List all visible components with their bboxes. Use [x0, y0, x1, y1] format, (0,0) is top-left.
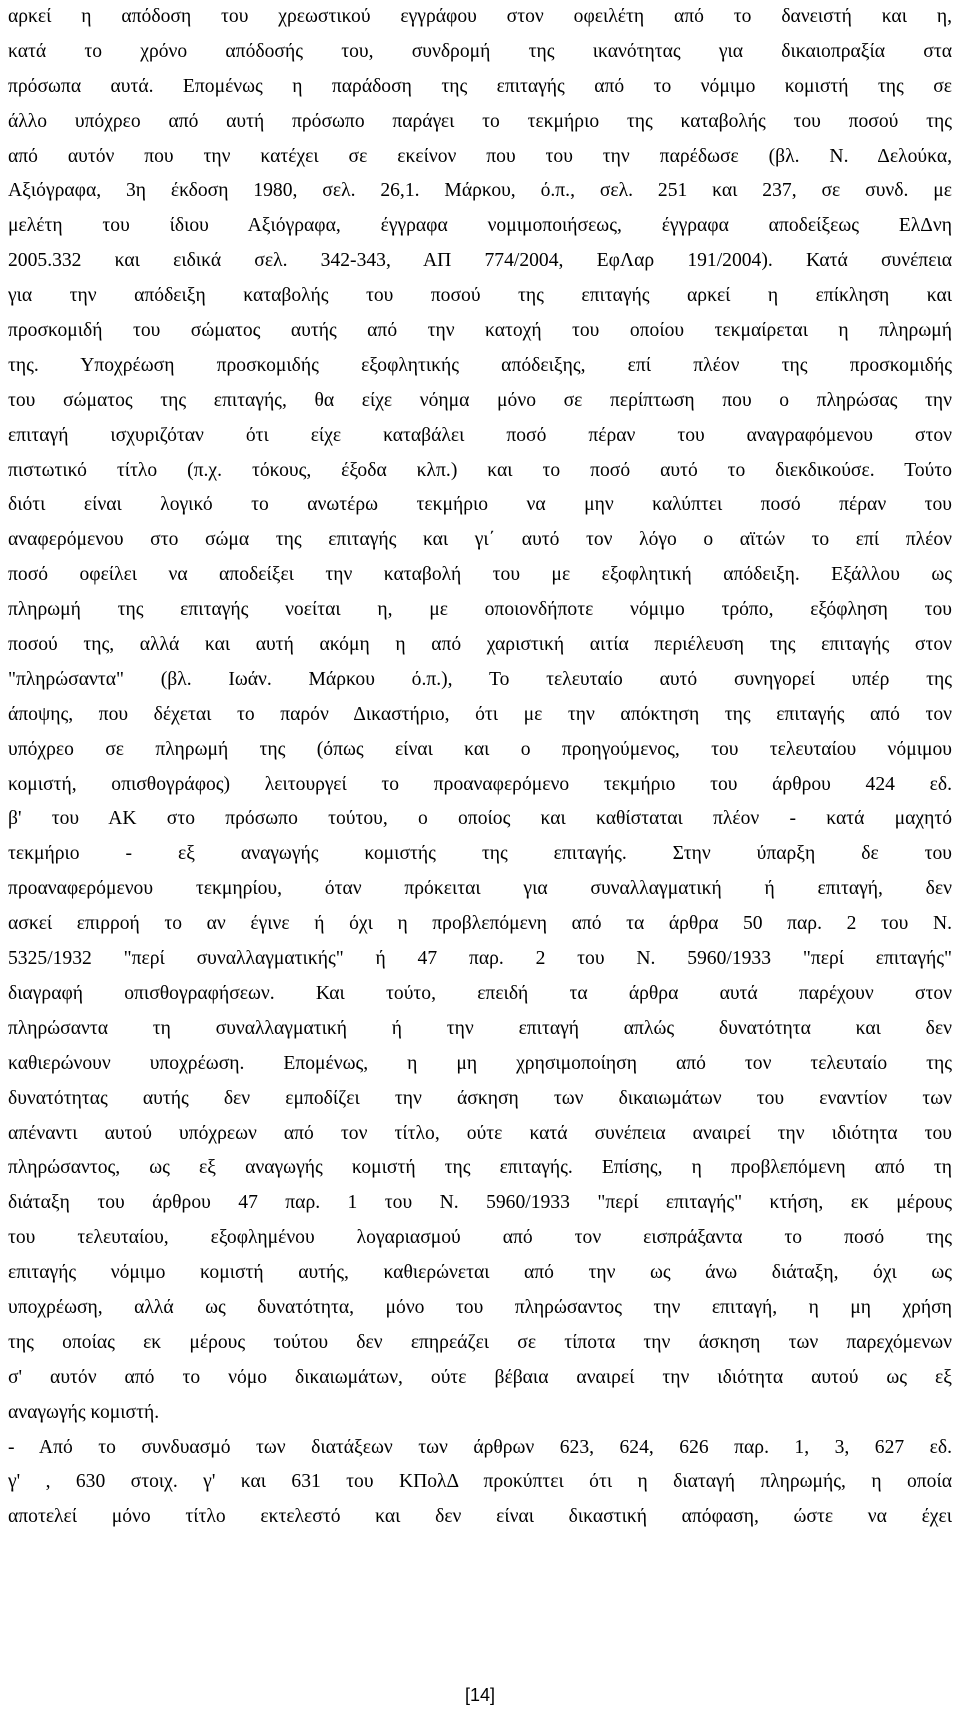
text-line: του σώματος της επιταγής, θα είχε νόημα μόνο σε περίπτωση που ο πληρώσας την	[8, 389, 952, 411]
text-line: αναγωγής κομιστή.	[8, 1401, 160, 1423]
text-line: επιταγής νόμιμο κομιστή αυτής, καθιερώνεται από την ως άνω διάταξη, όχι ως	[8, 1262, 952, 1284]
text-line: πληρωμή της επιταγής νοείται η, με οποιονδήποτε νόμιμο τρόπο, εξόφληση του	[8, 599, 952, 621]
text-line: διαγραφή οπισθογραφήσεων. Και τούτο, επειδή τα άρθρα αυτά παρέχουν στον	[8, 982, 952, 1004]
text-line: άλλο υπόχρεο από αυτή πρόσωπο παράγει το τεκμήριο της καταβολής του ποσού της	[8, 110, 952, 132]
text-line: καθιερώνουν υποχρέωση. Επομένως, η μη χρησιμοποίηση από τον τελευταίο της	[8, 1052, 952, 1074]
text-line: υποχρέωση, αλλά ως δυνατότητα, μόνο του πληρώσαντος την επιταγή, η μη χρήση	[8, 1296, 952, 1318]
text-line: σ' αυτόν από το νόμο δικαιωμάτων, ούτε βέβαια αναιρεί την ιδιότητα αυτού ως εξ	[8, 1366, 952, 1388]
text-line: αποτελεί μόνο τίτλο εκτελεστό και δεν είναι δικαστική απόφαση, ώστε να έχει	[8, 1506, 952, 1528]
text-line: 2005.332 και ειδικά σελ. 342-343, ΑΠ 774/2004, ΕφΛαρ 191/2004). Κατά συνέπεια	[8, 250, 952, 272]
text-line: ποσού της, αλλά και αυτή ακόμη η από χαριστική αιτία περιέλευση της επιταγής στον	[8, 634, 952, 656]
text-line: γ' , 630 στοιχ. γ' και 631 του ΚΠολΔ προκύπτει ότι η διαταγή πληρωμής, η οποία	[8, 1471, 952, 1493]
text-line: κατά το χρόνο απόδοσής του, συνδρομή της ικανότητας για δικαιοπραξία στα	[8, 40, 952, 62]
text-line: από αυτόν που την κατέχει σε εκείνον που του την παρέδωσε (βλ. Ν. Δελούκα,	[8, 145, 952, 167]
text-line: της οποίας εκ μέρους τούτου δεν επηρεάζει σε τίποτα την άσκηση των παρεχόμενων	[8, 1331, 952, 1353]
text-line: αναφερόμενου στο σώμα της επιταγής και γι΄ αυτό τον λόγο ο αϊτών το επί πλέον	[8, 529, 952, 551]
text-line: διότι είναι λογικό το ανωτέρω τεκμήριο να μην καλύπτει ποσό πέραν του	[8, 494, 952, 516]
text-line: ασκεί επιρροή το αν έγινε ή όχι η προβλεπόμενη από τα άρθρα 50 παρ. 2 του Ν.	[8, 913, 952, 935]
text-line: άποψης, που δέχεται το παρόν Δικαστήριο, ότι με την απόκτηση της επιταγής από τον	[8, 703, 952, 725]
text-line: του τελευταίου, εξοφλημένου λογαριασμού από τον εισπράξαντα το ποσό της	[8, 1227, 952, 1249]
text-line: τεκμήριο - εξ αναγωγής κομιστής της επιταγής. Στην ύπαρξη δε του	[8, 843, 952, 865]
text-line: προσκομιδή του σώματος αυτής από την κατοχή του οποίου τεκμαίρεται η πληρωμή	[8, 320, 952, 342]
text-line: "πληρώσαντα" (βλ. Ιωάν. Μάρκου ό.π.), Το τελευταίο αυτό συνηγορεί υπέρ της	[8, 668, 952, 690]
text-line: απέναντι αυτού υπόχρεων από τον τίτλο, ούτε κατά συνέπεια αναιρεί την ιδιότητα του	[8, 1122, 952, 1144]
text-line: δυνατότητας αυτής δεν εμποδίζει την άσκηση των δικαιωμάτων του εναντίον των	[8, 1087, 952, 1109]
text-line: πιστωτικό τίτλο (π.χ. τόκους, έξοδα κλπ.) και το ποσό αυτό το διεκδικούσε. Τούτο	[8, 459, 952, 481]
text-line: 5325/1932 "περί συναλλαγματικής" ή 47 παρ. 2 του Ν. 5960/1933 "περί επιταγής"	[8, 948, 952, 970]
text-line: πληρώσαντα τη συναλλαγματική ή την επιταγή απλώς δυνατότητα και δεν	[8, 1017, 952, 1039]
text-line: της. Υποχρέωση προσκομιδής εξοφλητικής απόδειξης, επί πλέον της προσκομιδής	[8, 354, 952, 376]
text-line: υπόχρεο σε πληρωμή της (όπως είναι και ο προηγούμενος, του τελευταίου νόμιμου	[8, 738, 952, 760]
text-line: διάταξη του άρθρου 47 παρ. 1 του Ν. 5960/1933 "περί επιταγής" κτήση, εκ μέρους	[8, 1192, 952, 1214]
text-line: επιταγή ισχυριζόταν ότι είχε καταβάλει ποσό πέραν του αναγραφόμενου στον	[8, 424, 952, 446]
text-line: πληρώσαντος, ως εξ αναγωγής κομιστή της επιταγής. Επίσης, η προβλεπόμενη από τη	[8, 1157, 952, 1179]
text-line: προαναφερόμενου τεκμηρίου, όταν πρόκειται για συναλλαγματική ή επιταγή, δεν	[8, 878, 952, 900]
body-text	[8, 0, 952, 1535]
text-line: αρκεί η απόδοση του χρεωστικού εγγράφου στον οφειλέτη από το δανειστή και η,	[8, 6, 952, 27]
text-line: β' του ΑΚ στο πρόσωπο τούτου, ο οποίος και καθίσταται πλέον - κατά μαχητό	[8, 808, 952, 830]
text-line: Αξιόγραφα, 3η έκδοση 1980, σελ. 26,1. Μάρκου, ό.π., σελ. 251 και 237, σε συνδ. με	[8, 180, 952, 202]
text-line: - Από το συνδυασμό των διατάξεων των άρθρων 623, 624, 626 παρ. 1, 3, 627 εδ.	[8, 1436, 952, 1458]
text-line: ποσό οφείλει να αποδείξει την καταβολή του με εξοφλητική απόδειξη. Εξάλλου ως	[8, 564, 952, 586]
page-number: [14]	[464, 1685, 496, 1705]
text-line: για την απόδειξη καταβολής του ποσού της επιταγής αρκεί η επίκληση και	[8, 285, 952, 307]
text-line: κομιστή, οπισθογράφος) λειτουργεί το προαναφερόμενο τεκμήριο του άρθρου 424 εδ.	[8, 773, 952, 795]
text-line: πρόσωπα αυτά. Επομένως η παράδοση της επιταγής από το νόμιμο κομιστή της σε	[8, 75, 952, 97]
text-line: μελέτη του ίδιου Αξιόγραφα, έγγραφα νομιμοποιήσεως, έγγραφα αποδείξεως ΕλΔνη	[8, 215, 952, 237]
